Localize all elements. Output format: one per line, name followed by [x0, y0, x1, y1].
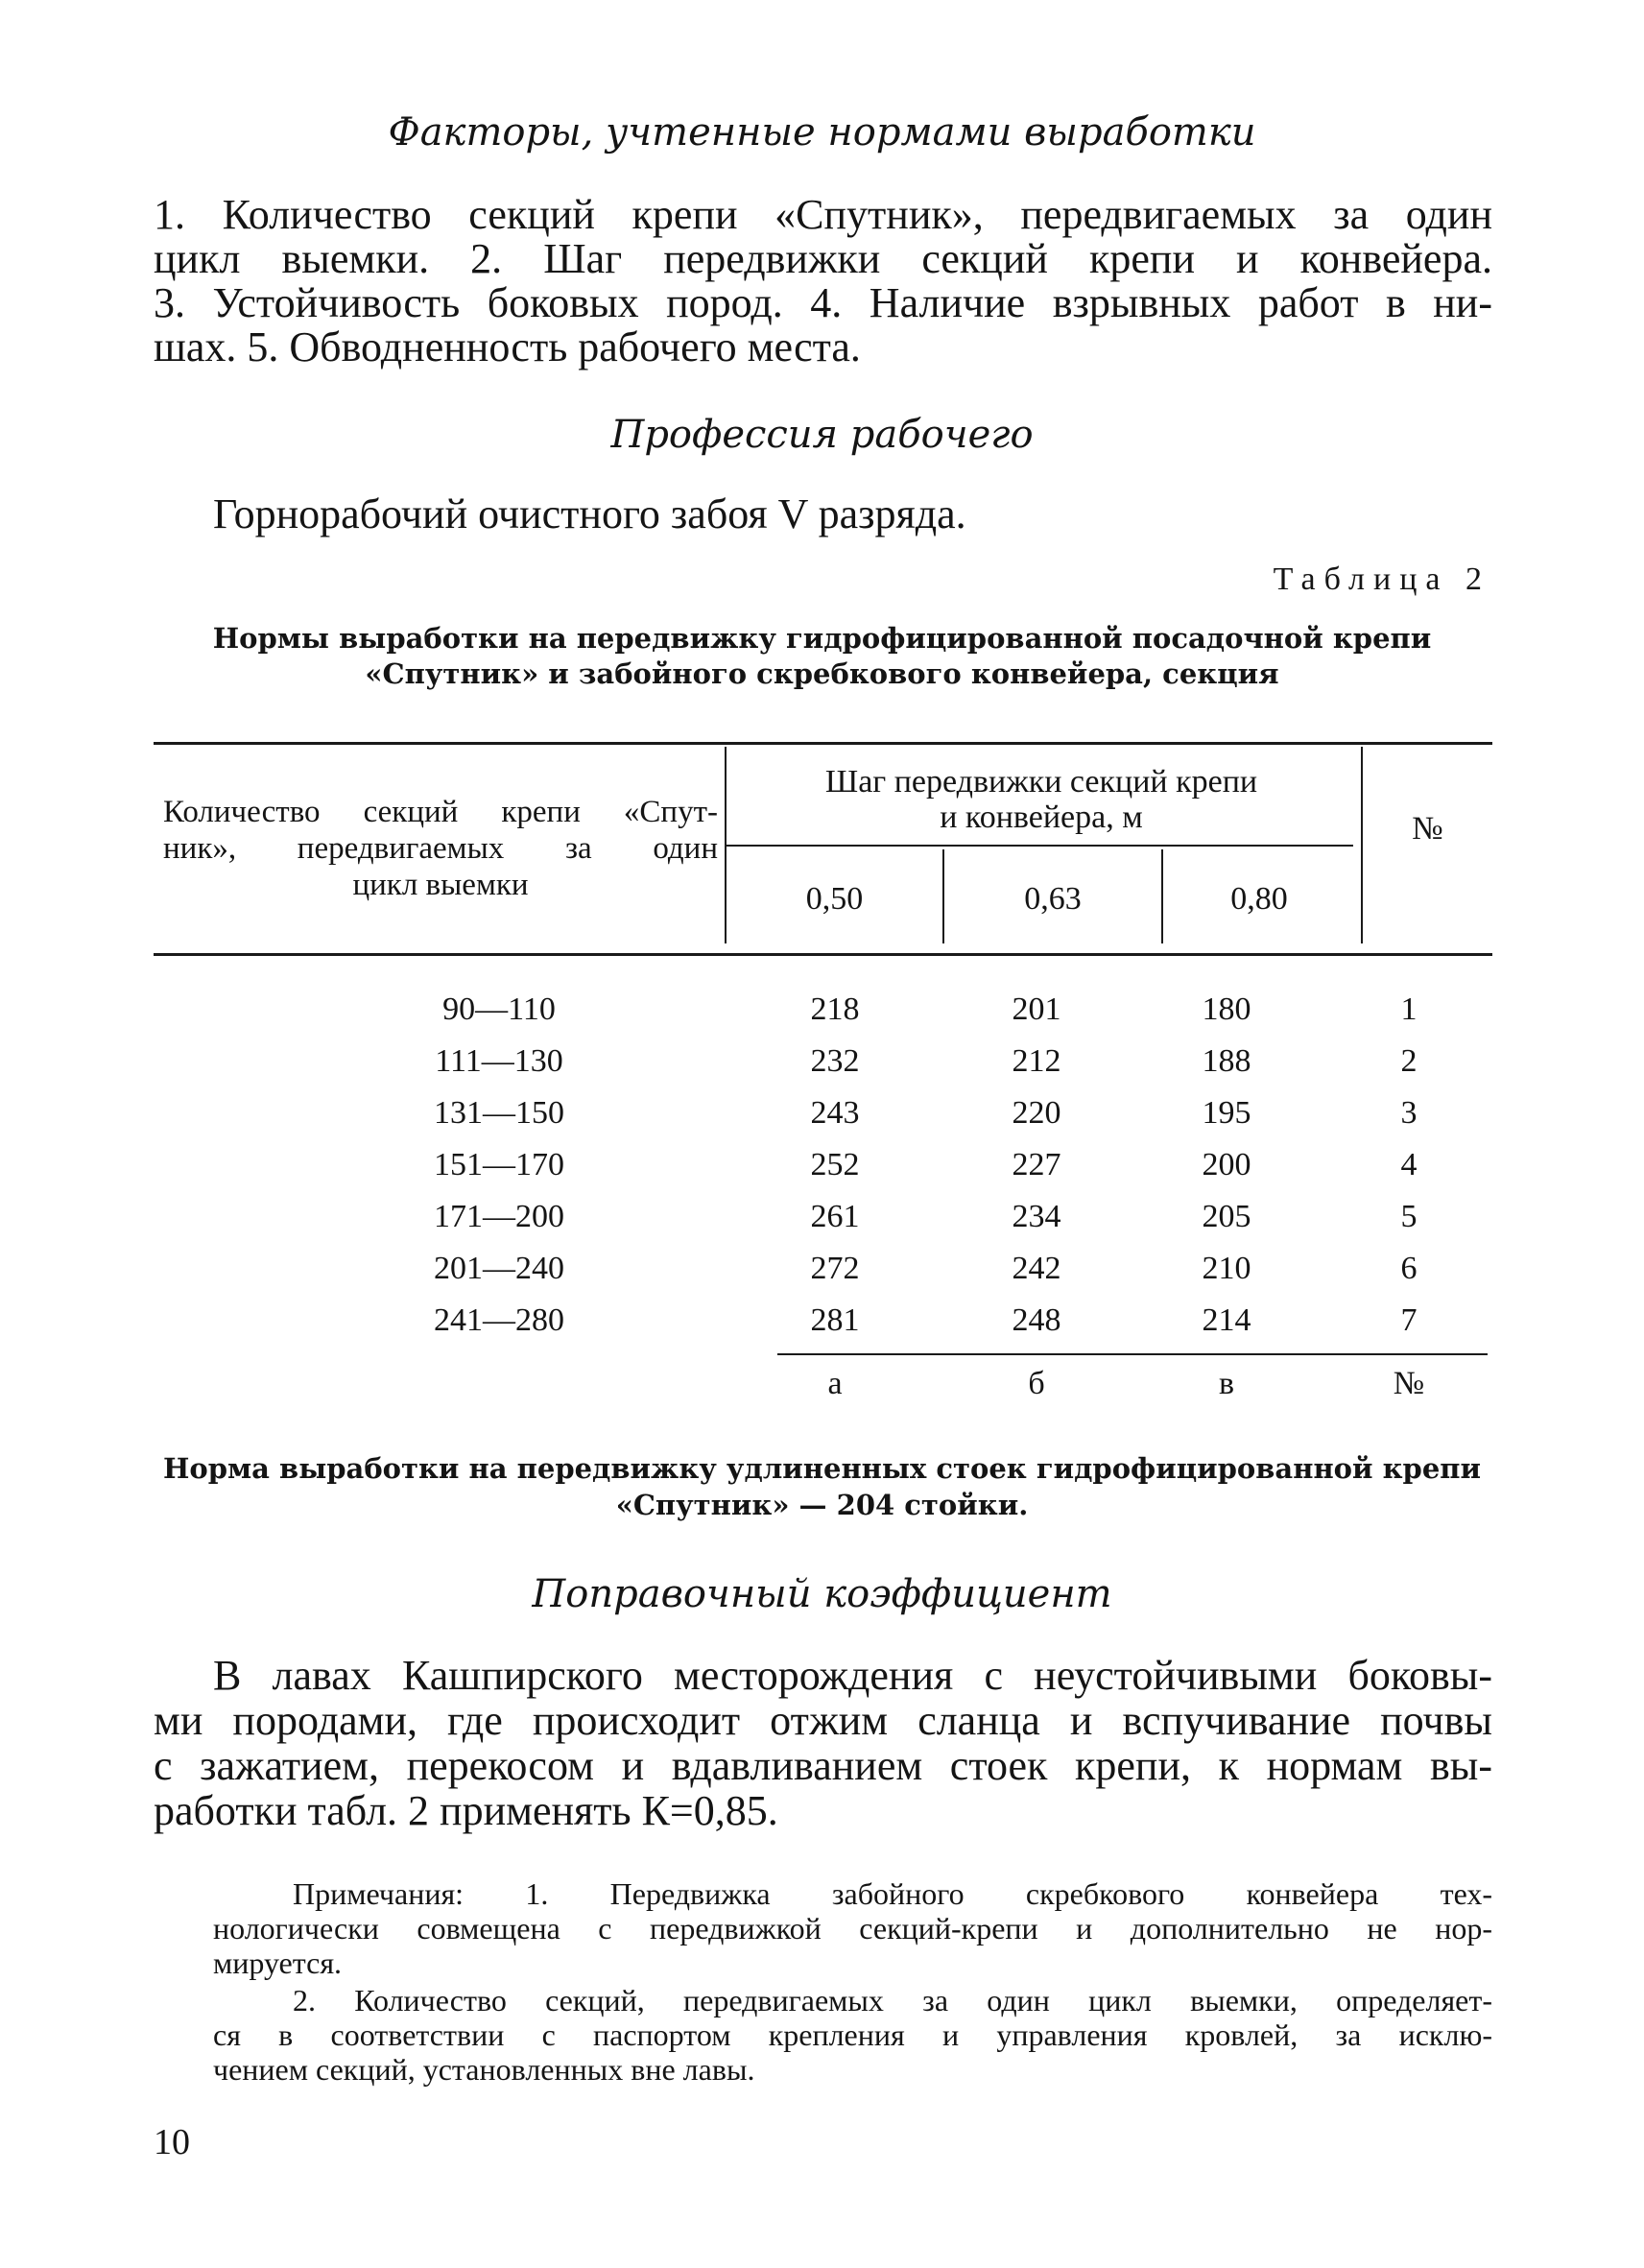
- table-label: Таблица 2: [1273, 561, 1490, 597]
- coefficient-line: ми породами, где происходит отжим сланца и вспучивание почвы: [154, 1697, 1492, 1744]
- value-cell-c: 200: [1202, 1147, 1251, 1182]
- value-cell-b: 242: [1012, 1251, 1061, 1286]
- range-cell: 111—130: [435, 1043, 563, 1079]
- value-cell-a: 243: [810, 1095, 860, 1131]
- range-cell: 171—200: [434, 1199, 564, 1234]
- step-group-header-line: Шаг передвижки секций крепи: [824, 764, 1258, 800]
- value-cell-a: 261: [810, 1199, 860, 1234]
- note-line: 2. Количество секций, передвигаемых за один цикл выемки, определяет-: [293, 1983, 1492, 2017]
- footer-label: в: [1218, 1366, 1235, 1401]
- factors-line: цикл выемки. 2. Шаг передвижки секций крепи и конвейера.: [154, 235, 1492, 282]
- footer-label: б: [1028, 1366, 1045, 1401]
- coefficient-line: с зажатием, перекосом и вдавливанием стоек крепи, к нормам вы-: [154, 1742, 1492, 1789]
- range-cell: 90—110: [442, 991, 556, 1027]
- value-cell-a: 252: [810, 1147, 860, 1182]
- row-number: 3: [1400, 1095, 1418, 1131]
- value-cell-b: 220: [1012, 1095, 1061, 1131]
- range-cell: 201—240: [434, 1251, 564, 1286]
- note-line: Примечания: 1. Передвижка забойного скребкового конвейера тех-: [293, 1876, 1492, 1911]
- note-line: нологически совмещена с передвижкой секций-крепи и дополнительно не нор-: [213, 1911, 1492, 1946]
- step-header: 0,80: [1230, 881, 1288, 917]
- range-cell: 241—280: [434, 1302, 564, 1338]
- coefficient-heading: Поправочный коэффициент: [532, 1572, 1112, 1616]
- step-group-header-line: и конвейера, м: [940, 800, 1143, 835]
- value-cell-c: 205: [1202, 1199, 1251, 1234]
- step-header: 0,63: [1024, 881, 1082, 917]
- factors-line: 3. Устойчивость боковых пород. 4. Наличие взрывных работ в ни-: [154, 279, 1492, 326]
- factors-line: шах. 5. Обводненность рабочего места.: [154, 323, 861, 370]
- value-cell-c: 214: [1202, 1302, 1251, 1338]
- step-header: 0,50: [805, 881, 864, 917]
- value-cell-a: 272: [810, 1251, 860, 1286]
- coefficient-line: В лавах Кашпирского месторождения с неустойчивыми боковы-: [213, 1652, 1492, 1699]
- factors-line: 1. Количество секций крепи «Спутник», передвигаемых за один: [154, 191, 1492, 238]
- table-footer-rule: [777, 1353, 1488, 1355]
- page-number: 10: [154, 2122, 190, 2162]
- table-header-rule: [154, 953, 1492, 956]
- value-cell-a: 218: [810, 991, 860, 1027]
- row-number: 2: [1400, 1043, 1418, 1079]
- col1-header-line: ник», передвигаемых за один: [163, 831, 718, 866]
- footer-label: №: [1393, 1366, 1425, 1401]
- profession-text: Горнорабочий очистного забоя V разряда.: [213, 490, 966, 537]
- range-cell: 131—150: [434, 1095, 564, 1131]
- table-title-line: Нормы выработки на передвижку гидрофицированной посадочной крепи: [212, 622, 1432, 655]
- num-header: №: [1412, 811, 1443, 847]
- profession-heading: Профессия рабочего: [610, 413, 1034, 457]
- table-title-line: «Спутник» и забойного скребкового конвейера, секция: [365, 657, 1279, 690]
- value-cell-b: 201: [1012, 991, 1061, 1027]
- col1-header-line: цикл выемки: [352, 868, 529, 902]
- row-number: 1: [1400, 991, 1418, 1027]
- footer-label: а: [827, 1366, 843, 1401]
- table-top-rule: [154, 742, 1492, 745]
- value-cell-a: 232: [810, 1043, 860, 1079]
- factors-heading: Факторы, учтенные нормами выработки: [388, 110, 1256, 155]
- value-cell-b: 212: [1012, 1043, 1061, 1079]
- row-number: 5: [1400, 1199, 1418, 1234]
- extended-norm-line: «Спутник» — 204 стойки.: [615, 1489, 1029, 1521]
- value-cell-a: 281: [810, 1302, 860, 1338]
- table-subheader-rule: [725, 845, 1353, 847]
- note-line: мируется.: [213, 1946, 343, 1980]
- row-number: 7: [1400, 1302, 1418, 1338]
- value-cell-b: 248: [1012, 1302, 1061, 1338]
- value-cell-c: 188: [1202, 1043, 1251, 1079]
- value-cell-c: 195: [1202, 1095, 1251, 1131]
- note-line: ся в соответствии с паспортом крепления и управления кровлей, за исклю-: [213, 2017, 1492, 2052]
- range-cell: 151—170: [434, 1147, 564, 1182]
- row-number: 6: [1400, 1251, 1418, 1286]
- value-cell-b: 234: [1012, 1199, 1061, 1234]
- value-cell-c: 210: [1202, 1251, 1251, 1286]
- value-cell-c: 180: [1202, 991, 1251, 1027]
- coefficient-line: работки табл. 2 применять К=0,85.: [154, 1787, 778, 1834]
- extended-norm-line: Норма выработки на передвижку удлиненных стоек гидрофицированной крепи: [162, 1452, 1482, 1485]
- value-cell-b: 227: [1012, 1147, 1061, 1182]
- row-number: 4: [1400, 1147, 1418, 1182]
- note-line: чением секций, установленных вне лавы.: [213, 2052, 755, 2087]
- col1-header-line: Количество секций крепи «Спут-: [163, 795, 718, 829]
